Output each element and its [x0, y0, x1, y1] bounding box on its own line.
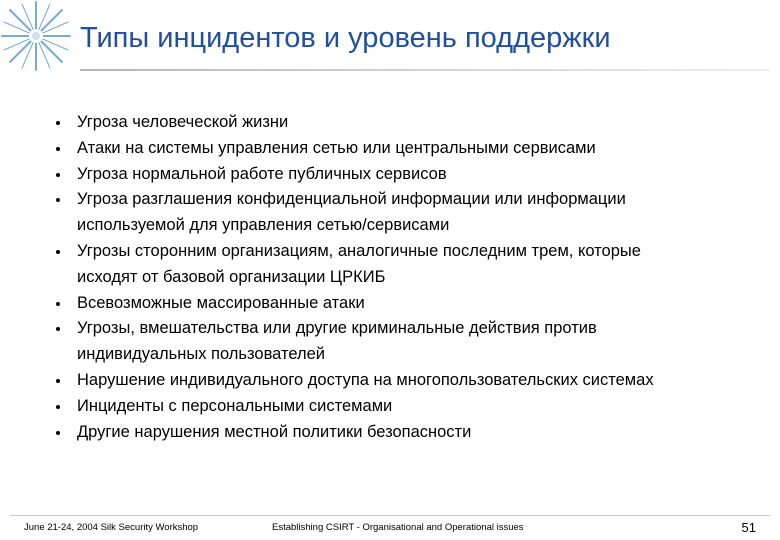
bullet-item — [56, 420, 766, 446]
bullet-dot-icon — [56, 173, 60, 177]
bullet-item — [56, 136, 766, 162]
bullet-item — [56, 291, 766, 317]
bullet-item — [56, 110, 766, 136]
bullet-dot-icon — [56, 121, 60, 125]
bullet-item — [56, 187, 766, 239]
bullet-text: Нарушение индивидуального доступа на многопользовательских системах — [77, 370, 654, 389]
bullet-text: Угроза человеческой жизни — [77, 113, 289, 131]
starburst-icon — [0, 0, 72, 72]
bullet-list — [56, 110, 766, 445]
bullet-item — [56, 162, 766, 188]
bullet-text: Угрозы сторонним организациям, аналогичные последним трем, которые исходят от базовой организации ЦРКИБ — [77, 241, 641, 286]
bullet-text: Угроза разглашения конфиденциальной информации или информации используемой для управления сетью/сервисами — [77, 190, 626, 235]
bullet-text: Всевозможные массированные атаки — [77, 293, 365, 312]
bullet-text: Другие нарушения местной политики безопасности — [77, 422, 472, 441]
bullet-dot-icon — [56, 302, 60, 306]
footer-presentation-title: Establishing CSIRT - Organisational and Operational issues — [272, 522, 524, 533]
bullet-text: Атаки на системы управления сетью или центральными сервисами — [77, 138, 596, 157]
footer-event: June 21-24, 2004 Silk Security Workshop — [24, 522, 199, 533]
bullet-dot-icon — [56, 327, 60, 331]
bullet-dot-icon — [56, 147, 60, 151]
bullet-text: Инциденты с персональными системами — [77, 396, 393, 415]
bullet-dot-icon — [56, 431, 60, 435]
bullet-item — [56, 394, 766, 420]
bullet-item — [56, 239, 766, 291]
bullet-text: Угрозы, вмешательства или другие криминальные действия против индивидуальных пользователей — [77, 319, 597, 364]
page-number: 51 — [741, 520, 756, 535]
bullet-item — [56, 316, 766, 368]
bullet-dot-icon — [56, 379, 60, 383]
bullet-item — [56, 368, 766, 394]
bullet-dot-icon — [56, 250, 60, 254]
slide-title: Типы инцидентов и уровень поддержки — [80, 22, 611, 54]
bullet-dot-icon — [56, 405, 60, 409]
title-divider — [80, 69, 770, 71]
bullet-dot-icon — [56, 198, 60, 202]
bullet-text: Угроза нормальной работе публичных сервисов — [77, 164, 447, 183]
footer-divider — [10, 515, 770, 516]
